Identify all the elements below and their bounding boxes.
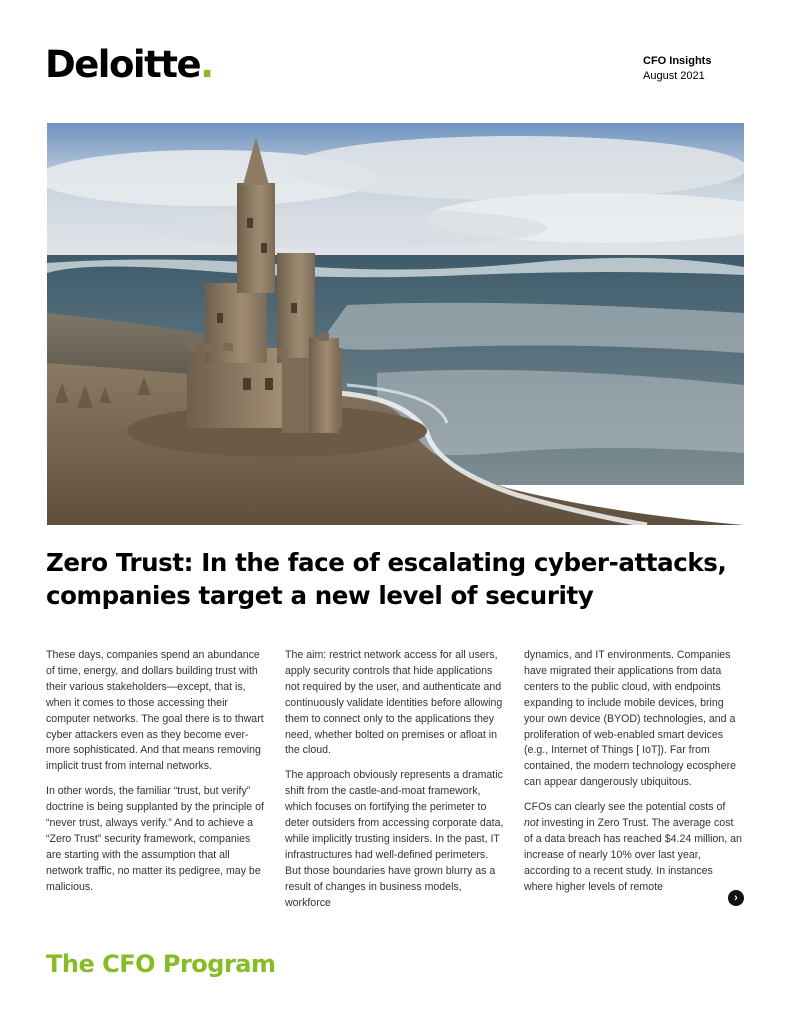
paragraph: These days, companies spend an abundance of time, energy, and dollars building trust with their various stakeholders—except, that is, when it comes to those accessing their computer networks. The goal there is to thwart cyber attackers even as they become ever-more sophisticated. And that means removing implicit trust from internal networks. [46,649,264,773]
castle-tower [237,183,275,293]
chevron-right-icon[interactable]: › [728,890,744,906]
sandcastle-photo [47,123,744,525]
paragraph [524,800,742,895]
series-title: CFO Insights [643,55,712,67]
publication-date: August 2021 [643,70,705,82]
publication-meta [643,54,711,84]
article-column-1 [46,648,268,905]
paragraph: The aim: restrict network access for all users, apply security controls that hide applications not required by the user, and authenticate and continuously validate identities before allowing them to connect only to the applications they need, whether bolted on premises or afloat in the cloud. [285,649,503,757]
paragraph: dynamics, and IT environments. Companies have migrated their applications from data centers to the public cloud, with endpoints expanding to include mobile devices, bring your own device (BYOD) technologies, and a proliferation of web-enabled smart devices (e.g., Internet of Things [ IoT]). Far from contained, the modern technology ecosphere can appear dangerously ubiquitous. [524,649,737,789]
program-name: The CFO Program [46,950,276,978]
paragraph: The approach obviously represents a dramatic shift from the castle-and-moat framework, which focuses on fortifying the perimeter to deter outsiders from accessing corporate data, while implicitly trusting insiders. In the past, IT infrastructures had well-defined perimeters. But those boundaries have grown blurry as a result of changes in business models, workforce [285,769,504,909]
text-run: CFOs can clearly see the potential costs of [524,801,726,814]
article-column-3 [524,648,742,905]
logo-dot: . [200,43,213,86]
logo-text: Deloitte [45,43,201,86]
deloitte-logo [45,40,213,90]
paragraph: In other words, the familiar “trust, but verify” doctrine is being supplanted by the principle of “never trust, always verify.” And to achieve a “Zero Trust” security framework, companies are starting with the assumption that all network traffic, no matter its pedigree, may be malicious. [46,785,264,893]
article-title: Zero Trust: In the face of escalating cyber-attacks, companies target a new level of security [46,548,727,610]
emphasis: not [524,817,539,830]
article-column-2 [285,648,505,921]
text-run: investing in Zero Trust. The average cost of a data breach has reached $4.24 million, an increase of nearly 10% over last year, according to a recent study. In instances where higher levels of remote [524,817,742,893]
hero-image [47,123,744,525]
